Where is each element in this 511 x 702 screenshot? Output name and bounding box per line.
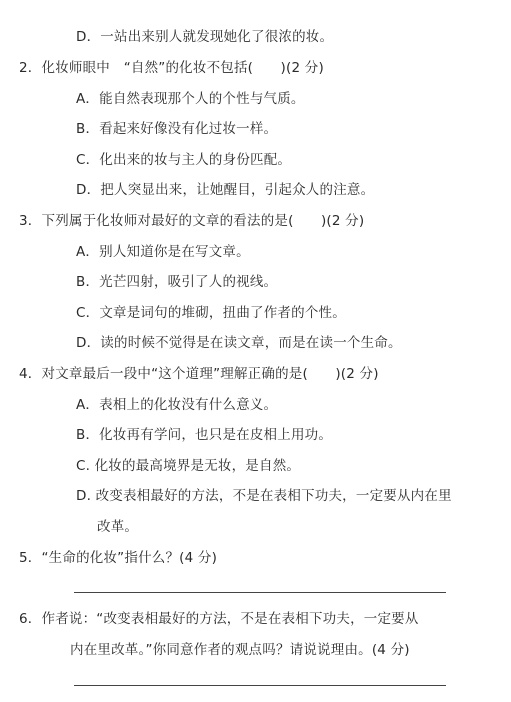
- q1-option-d: D．一站出来别人就发现她化了很浓的妆。: [76, 29, 334, 45]
- q3-option-a: A．别人知道你是在写文章。: [76, 244, 250, 260]
- q5-stem: 5．“生命的化妆”指什么？(4 分): [19, 550, 218, 566]
- q3-stem: 3．下列属于化妆师对最好的文章的看法的是( )(2 分): [19, 213, 365, 229]
- q6-answer-line[interactable]: [74, 685, 446, 686]
- q2-option-c: C．化出来的妆与主人的身份匹配。: [76, 152, 292, 168]
- q3-option-b: B．光芒四射，吸引了人的视线。: [76, 274, 278, 290]
- q4-option-a: A．表相上的化妆没有什么意义。: [76, 397, 278, 413]
- q3-option-c: C．文章是词句的堆砌，扭曲了作者的个性。: [76, 305, 346, 321]
- q5-answer-line[interactable]: [74, 592, 446, 593]
- q2-stem: 2．化妆师眼中 “自然”的化妆不包括( )(2 分): [19, 60, 324, 76]
- q2-option-a: A．能自然表现那个人的个性与气质。: [76, 91, 305, 107]
- q4-stem: 4．对文章最后一段中“这个道理”理解正确的是( )(2 分): [19, 366, 379, 382]
- q2-option-d: D．把人突显出来，让她醒目，引起众人的注意。: [76, 182, 375, 198]
- q2-option-b: B．看起来好像没有化过妆一样。: [76, 121, 278, 137]
- q3-option-d: D．读的时候不觉得是在读文章，而是在读一个生命。: [76, 335, 402, 351]
- q4-option-b: B．化妆再有学问，也只是在皮相上用功。: [76, 427, 333, 443]
- q6-stem-line1: 6．作者说：“改变表相最好的方法，不是在表相下功夫，一定要从: [19, 611, 419, 627]
- q6-stem-line2: 内在里改革。”你同意作者的观点吗？请说说理由。(4 分): [70, 642, 410, 658]
- q4-option-d-line1: D. 改变表相最好的方法，不是在表相下功夫，一定要从内在里: [76, 488, 452, 504]
- q4-option-d-line2: 改革。: [97, 519, 139, 535]
- q4-option-c: C. 化妆的最高境界是无妆，是自然。: [76, 458, 301, 474]
